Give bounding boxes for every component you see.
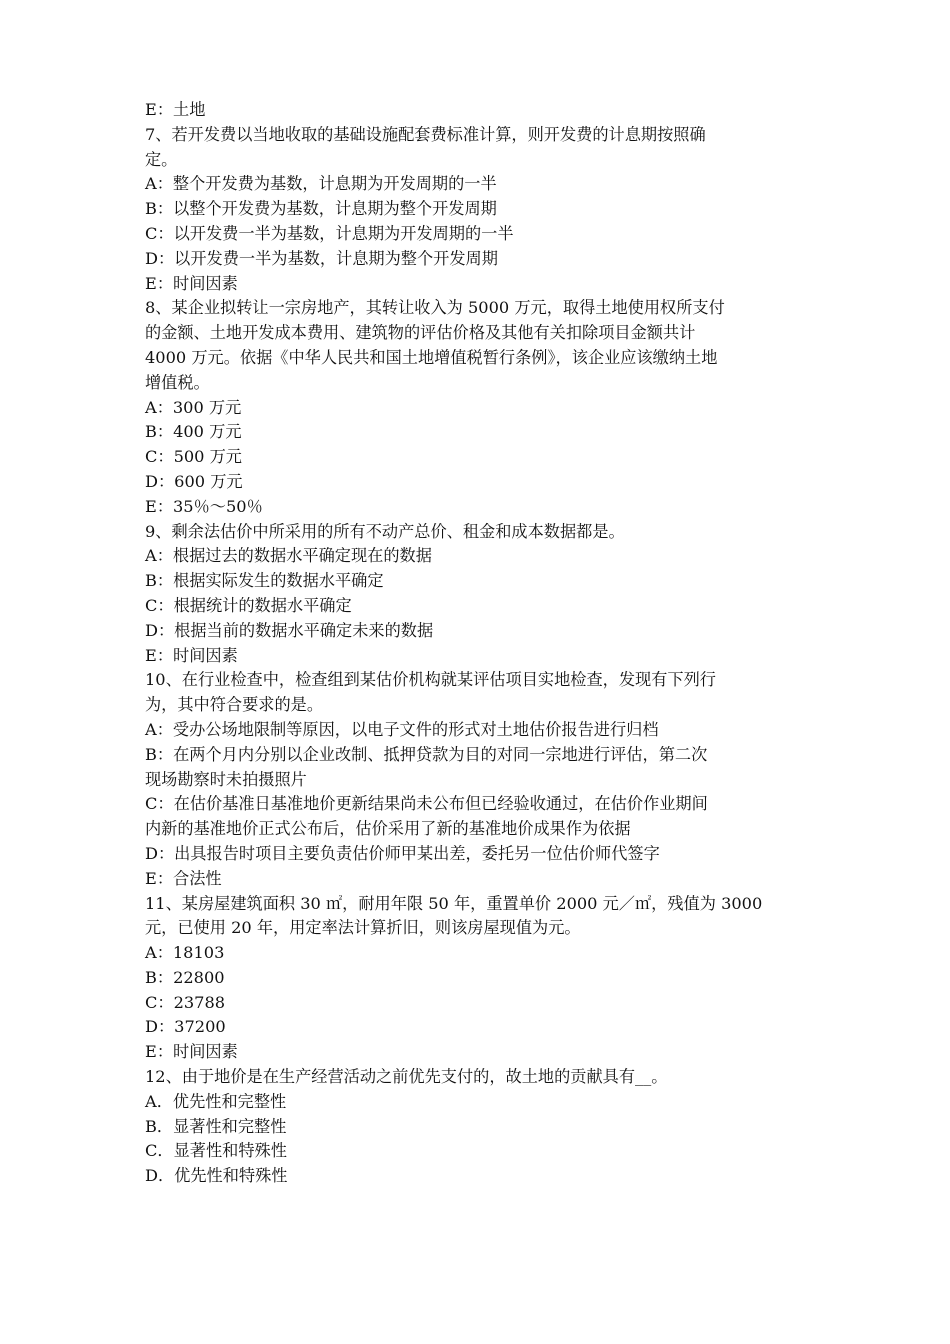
- question-8-option-e: E：35％～50％: [145, 496, 263, 516]
- question-8-text-cont: 4000 万元。依据《中华人民共和国土地增值税暂行条例》，该企业应该缴纳土地: [145, 347, 718, 367]
- question-9-text: 9、剩余法估价中所采用的所有不动产总价、租金和成本数据都是。: [145, 521, 625, 541]
- question-7-option-e: E：时间因素: [145, 273, 238, 293]
- question-12-text: 12、由于地价是在生产经营活动之前优先支付的，故土地的贡献具有__。: [145, 1067, 668, 1087]
- question-7-option-c: C：以开发费一半为基数，计息期为开发周期的一半: [145, 223, 514, 243]
- question-9-option-a: A：根据过去的数据水平确定现在的数据: [145, 546, 432, 566]
- question-8-option-c: C：500 万元: [145, 447, 242, 467]
- question-10-option-a: A：受办公场地限制等原因，以电子文件的形式对土地估价报告进行归档: [145, 719, 659, 739]
- question-7-option-b: B：以整个开发费为基数，计息期为整个开发周期: [145, 199, 497, 219]
- option-e: E：土地: [145, 100, 206, 119]
- question-12-option-a: A．优先性和完整性: [145, 1091, 287, 1111]
- question-7-option-a: A：整个开发费为基数，计息期为开发周期的一半: [145, 174, 497, 194]
- question-11-text-cont: 元，已使用 20 年，用定率法计算折旧，则该房屋现值为元。: [145, 918, 581, 938]
- question-12-option-b: B．显著性和完整性: [145, 1116, 287, 1136]
- question-7-text: 7、若开发费以当地收取的基础设施配套费标准计算，则开发费的计息期按照确: [145, 124, 706, 144]
- document-page: [145, 98, 815, 1189]
- question-12-option-d: D．优先性和特殊性: [145, 1166, 288, 1186]
- question-9-option-c: C：根据统计的数据水平确定: [145, 595, 352, 615]
- question-9-option-b: B：根据实际发生的数据水平确定: [145, 571, 384, 591]
- question-11-option-d: D：37200: [145, 1017, 226, 1037]
- question-12-option-c: C．显著性和特殊性: [145, 1141, 287, 1161]
- question-8-option-a: A：300 万元: [145, 397, 242, 417]
- question-7-text-cont: 定。: [145, 149, 178, 169]
- question-10-option-e: E：合法性: [145, 868, 222, 888]
- question-9-option-d: D：根据当前的数据水平确定未来的数据: [145, 620, 434, 640]
- question-11-text: 11、某房屋建筑面积 30 ㎡，耐用年限 50 年，重置单价 2000 元／㎡，残值为 3000: [145, 893, 763, 913]
- question-9-option-e: E：时间因素: [145, 645, 238, 665]
- question-8-option-d: D：600 万元: [145, 471, 243, 491]
- question-8-text: 8、某企业拟转让一宗房地产，其转让收入为 5000 万元，取得土地使用权所支付: [145, 298, 725, 318]
- question-10-text-cont: 为，其中符合要求的是。: [145, 695, 324, 715]
- question-11-option-a: A：18103: [145, 943, 225, 963]
- question-8-text-cont: 增值税。: [145, 372, 210, 392]
- question-10-option-b: B：在两个月内分别以企业改制、抵押贷款为目的对同一宗地进行评估，第二次: [145, 744, 708, 764]
- question-10-option-d: D：出具报告时项目主要负责估价师甲某出差，委托另一位估价师代签字: [145, 843, 660, 863]
- question-11-option-c: C：23788: [145, 992, 226, 1012]
- question-11-option-b: B：22800: [145, 967, 225, 987]
- question-10-option-c: C：在估价基准日基准地价更新结果尚未公布但已经验收通过，在估价作业期间: [145, 794, 708, 814]
- question-8-option-b: B：400 万元: [145, 422, 242, 442]
- question-8-text-cont: 的金额、土地开发成本费用、建筑物的评估价格及其他有关扣除项目金额共计: [145, 323, 696, 343]
- question-10-text: 10、在行业检查中，检查组到某估价机构就某评估项目实地检查，发现有下列行: [145, 670, 716, 690]
- question-10-option-b-cont: 现场勘察时未拍摄照片: [145, 769, 307, 789]
- question-10-option-c-cont: 内新的基准地价正式公布后，估价采用了新的基准地价成果作为依据: [145, 819, 631, 839]
- question-11-option-e: E：时间因素: [145, 1042, 238, 1062]
- question-7-option-d: D：以开发费一半为基数，计息期为整个开发周期: [145, 248, 498, 268]
